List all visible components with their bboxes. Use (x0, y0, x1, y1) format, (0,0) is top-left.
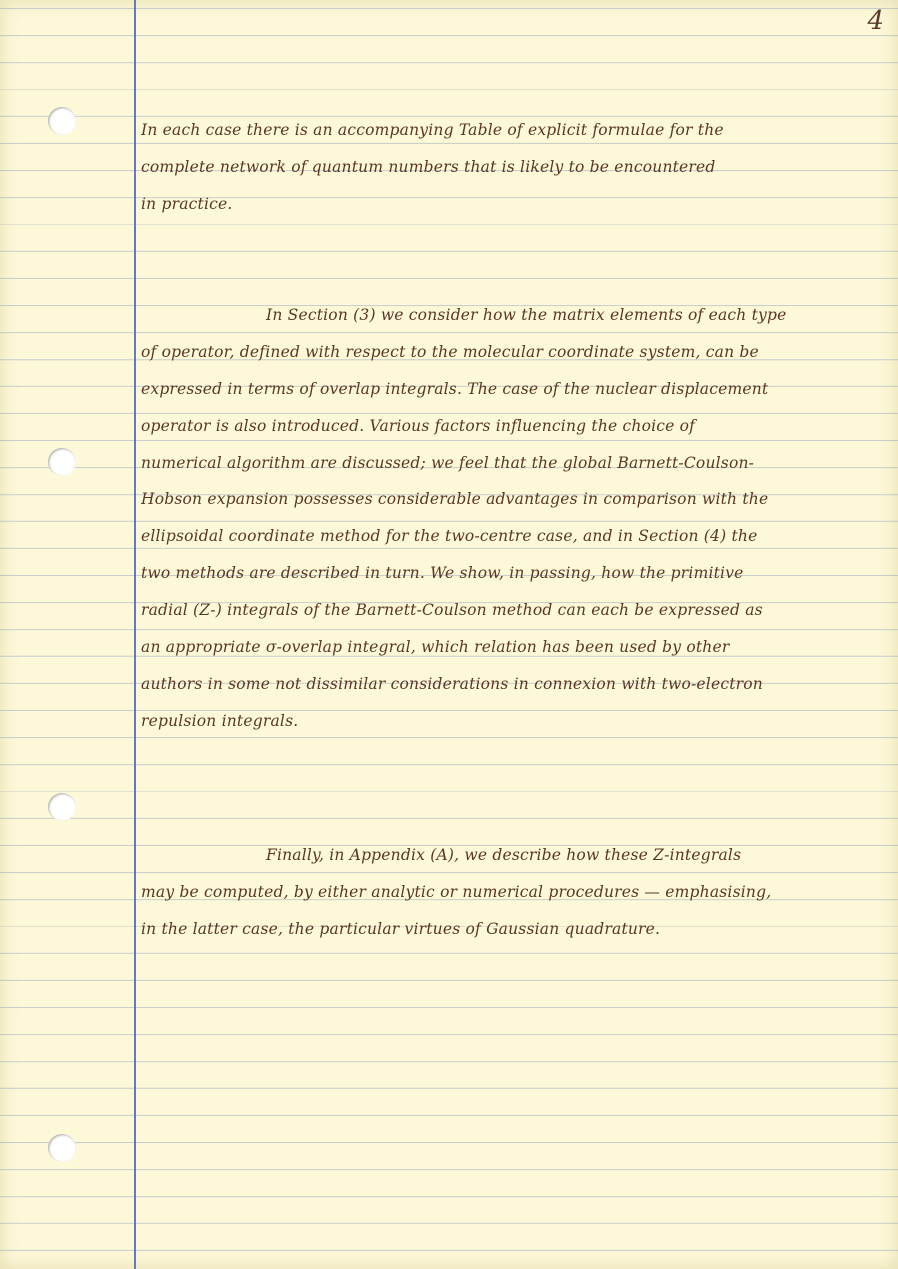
text-line: repulsion integrals. (141, 711, 299, 730)
text-line: complete network of quantum numbers that is likely to be encountered (141, 157, 716, 176)
text-line: of operator, defined with respect to the molecular coordinate system, can be (141, 342, 759, 361)
text-line: In Section (3) we consider how the matrix elements of each type (266, 306, 787, 324)
page-number: 4 (867, 6, 884, 36)
punch-hole (48, 1134, 76, 1162)
paragraph-3 (141, 837, 881, 948)
text-line: in practice. (141, 194, 233, 213)
text-line: authors in some not dissimilar considerations in connexion with two-electron (141, 674, 763, 693)
text-line: may be computed, by either analytic or numerical procedures — emphasising, (141, 882, 772, 901)
text-line: ellipsoidal coordinate method for the two-centre case, and in Section (4) the (141, 527, 758, 546)
text-line: Finally, in Appendix (A), we describe how these Z-integrals (266, 846, 742, 864)
text-line: an appropriate σ-overlap integral, which relation has been used by other (141, 638, 730, 657)
text-line: Hobson expansion possesses considerable advantages in comparison with the (141, 490, 769, 509)
margin-rule (134, 0, 136, 1269)
text-line: in the latter case, the particular virtues of Gaussian quadrature. (141, 919, 661, 938)
paragraph-1 (141, 112, 881, 223)
punch-hole (48, 448, 76, 476)
punch-hole (48, 793, 76, 821)
text-line: expressed in terms of overlap integrals. The case of the nuclear displacement (141, 379, 769, 398)
paragraph-2 (141, 297, 881, 740)
text-line: two methods are described in turn. We show, in passing, how the primitive (141, 564, 744, 583)
text-line: In each case there is an accompanying Table of explicit formulae for the (141, 121, 724, 139)
text-line: radial (Z-) integrals of the Barnett-Coulson method can each be expressed as (141, 601, 763, 620)
text-line: operator is also introduced. Various factors influencing the choice of (141, 416, 696, 435)
punch-hole (48, 107, 76, 135)
text-line: numerical algorithm are discussed; we feel that the global Barnett-Coulson- (141, 453, 755, 472)
